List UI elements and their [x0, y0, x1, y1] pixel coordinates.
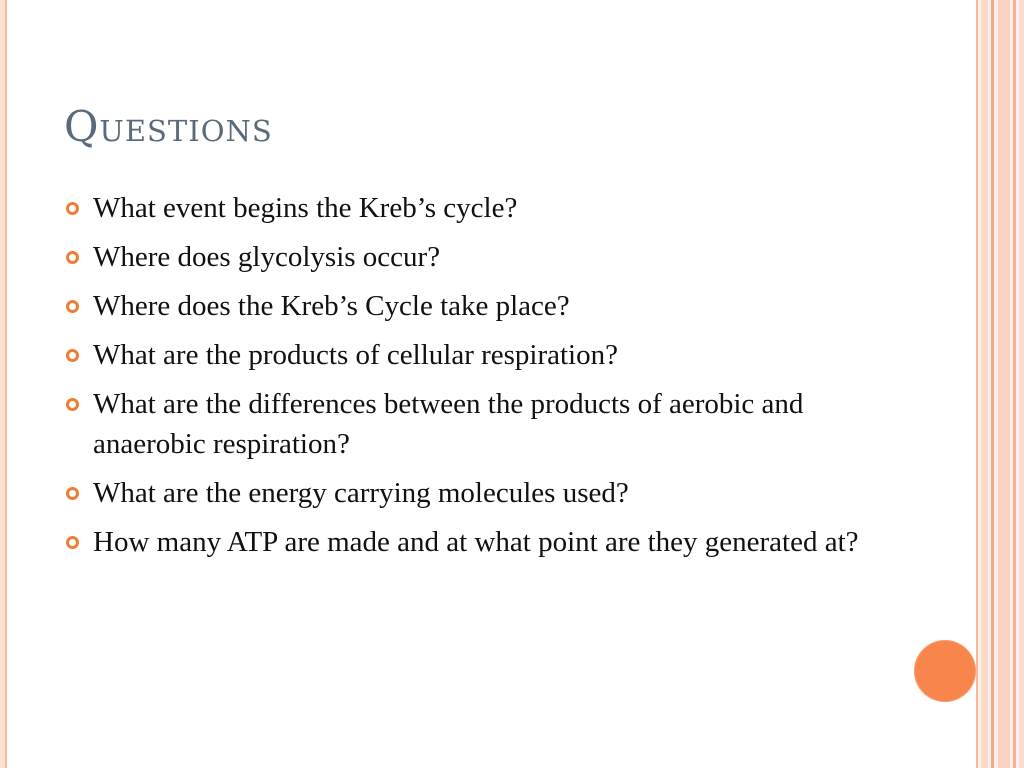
bullet-ring-icon [66, 536, 79, 549]
decorative-circle [914, 640, 976, 702]
list-item [64, 335, 904, 375]
slide-title: Questions [64, 102, 273, 151]
list-item [64, 522, 904, 562]
bullet-ring-icon [66, 398, 79, 411]
list-item-text: What event begins the Kreb’s cycle? [93, 192, 518, 224]
list-item [64, 188, 904, 228]
bullet-ring-icon [66, 349, 79, 362]
bullet-ring-icon [66, 487, 79, 500]
list-item [64, 286, 904, 326]
right-stripe [981, 0, 988, 768]
list-item-text: Where does glycolysis occur? [93, 241, 441, 273]
right-stripe [1013, 0, 1016, 768]
bullet-list [64, 188, 904, 571]
right-stripe [998, 0, 1010, 768]
list-item-text: What are the energy carrying molecules used? [93, 477, 629, 509]
left-border-rule [0, 0, 7, 768]
bullet-ring-icon [66, 251, 79, 264]
list-item [64, 384, 904, 464]
bullet-ring-icon [66, 202, 79, 215]
bullet-ring-icon [66, 300, 79, 313]
list-item-text: How many ATP are made and at what point are they generated at? [93, 526, 859, 558]
list-item [64, 237, 904, 277]
right-stripe [1019, 0, 1024, 768]
list-item-text: What are the differences between the products of aerobic and anaerobic respiration? [93, 388, 804, 460]
list-item [64, 473, 904, 513]
list-item-text: What are the products of cellular respiration? [93, 339, 618, 371]
list-item-text: Where does the Kreb’s Cycle take place? [93, 290, 570, 322]
right-stripe [991, 0, 994, 768]
right-stripe [976, 0, 978, 768]
